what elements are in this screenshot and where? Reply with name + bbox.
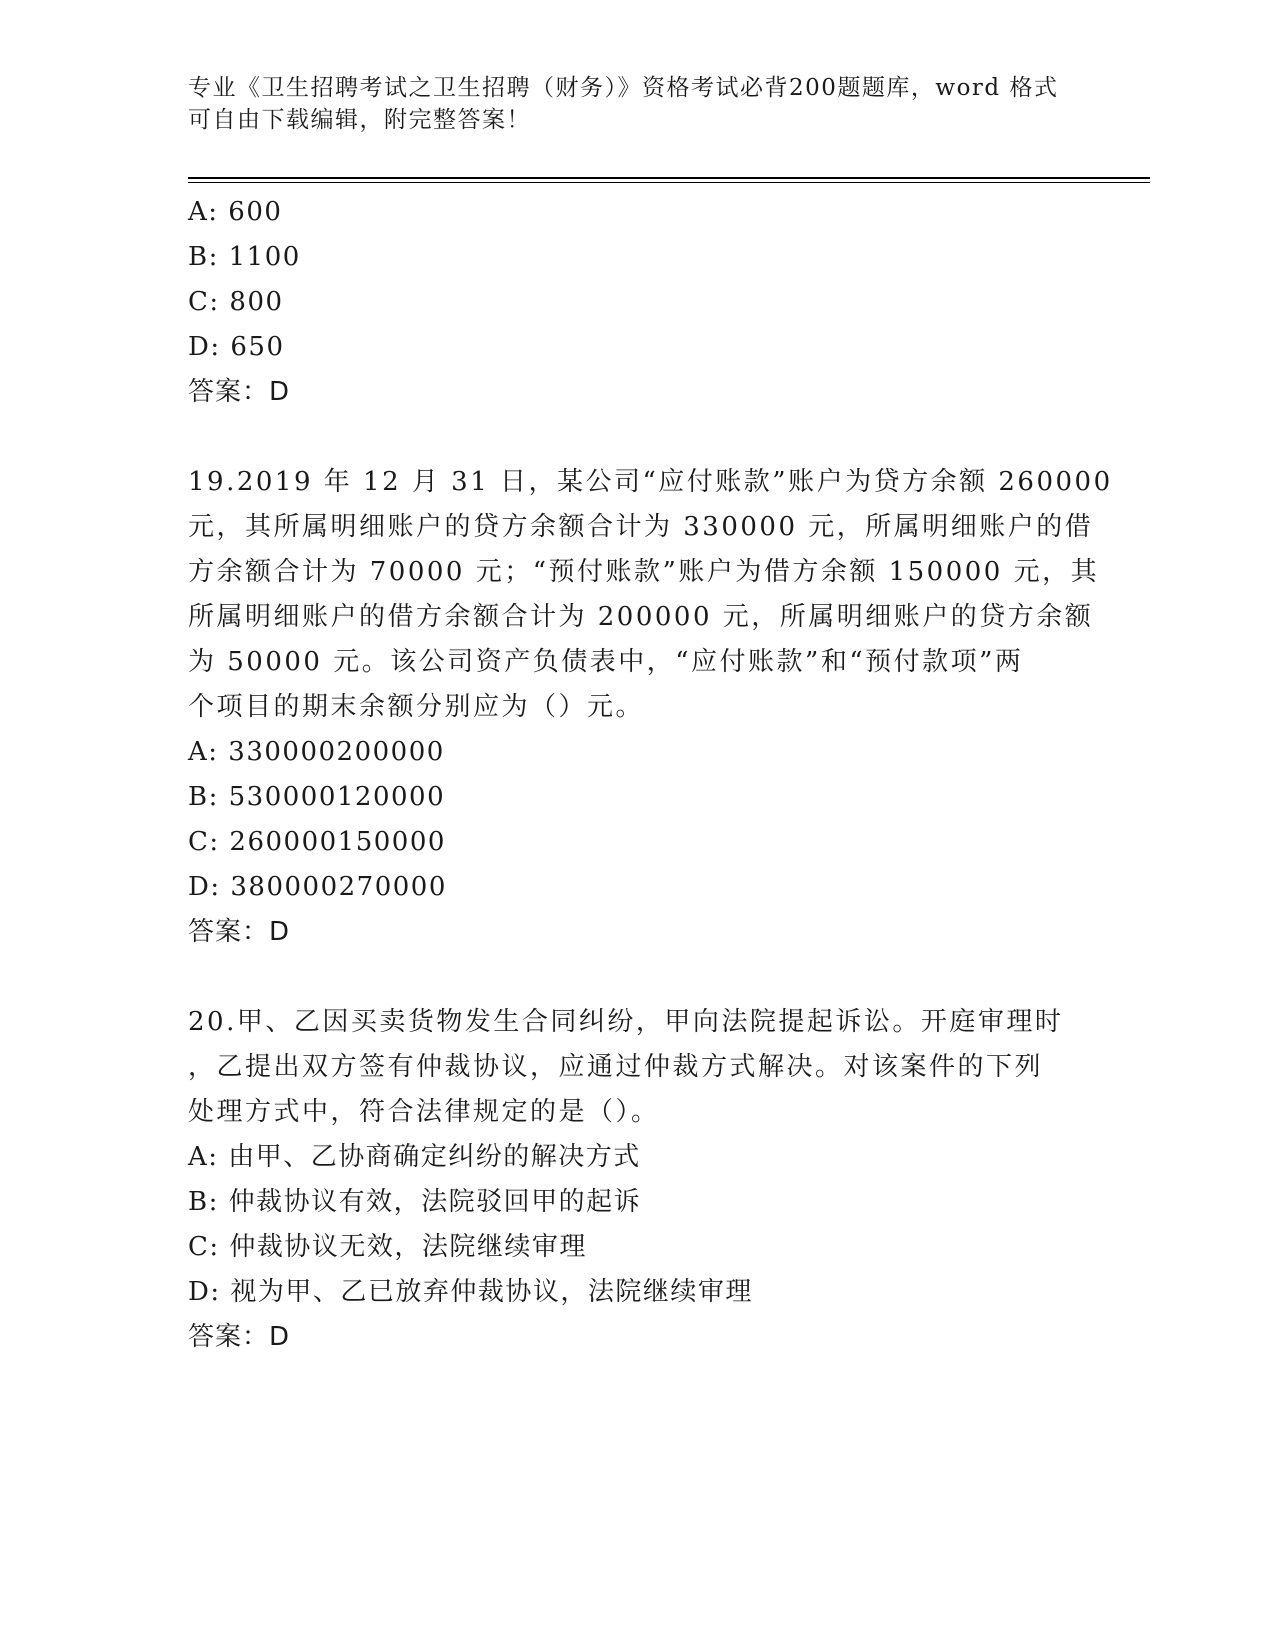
answer-label: 答案：D: [188, 377, 291, 407]
document-header: [188, 72, 1068, 136]
option-b: B: 仲裁协议有效，法院驳回甲的起诉: [188, 1187, 642, 1217]
header-title-line-2: 可自由下载编辑，附完整答案！: [188, 107, 531, 133]
header-title-line-1: 专业《卫生招聘考试之卫生招聘（财务）》资格考试必背200题题库，word 格式: [188, 75, 1059, 101]
option-c: C: 800: [188, 287, 284, 317]
option-d: D: 650: [188, 332, 285, 362]
question-text: [188, 460, 1113, 730]
option-c: C: 仲裁协议无效，法院继续审理: [188, 1232, 587, 1262]
spacer: [188, 415, 1088, 460]
question-text-line: ，乙提出双方签有仲裁协议，应通过仲裁方式解决。对该案件的下列: [188, 1052, 1044, 1082]
option-b: B: 1100: [188, 242, 301, 272]
question-text-line: 为 50000 元。该公司资产负债表中，“应付账款”和“预付款项”两: [188, 647, 1024, 677]
spacer: [188, 955, 1088, 1000]
question-text-line: 方余额合计为 70000 元；“预付账款”账户为借方余额 150000 元，其: [188, 557, 1100, 587]
answer-label: 答案：D: [188, 917, 291, 947]
question-list: [188, 190, 1113, 1360]
option-d: D: 视为甲、乙已放弃仲裁协议，法院继续审理: [188, 1277, 753, 1307]
question-text-line: 个项目的期末余额分别应为（）元。: [188, 692, 645, 722]
header-divider-thin: [188, 182, 1150, 183]
question-18: [188, 190, 1088, 415]
option-d: D: 380000270000: [188, 872, 447, 902]
option-b: B: 530000120000: [188, 782, 446, 812]
option-a: A: 330000200000: [188, 737, 445, 767]
question-text-line: 19.2019 年 12 月 31 日，某公司“应付账款”账户为贷方余额 260000: [188, 467, 1113, 497]
question-text-line: 元，其所属明细账户的贷方余额合计为 330000 元，所属明细账户的借: [188, 512, 1094, 542]
question-20: [188, 1000, 1088, 1360]
answer-label: 答案：D: [188, 1322, 291, 1352]
question-text-line: 所属明细账户的借方余额合计为 200000 元，所属明细账户的贷方余额: [188, 602, 1094, 632]
option-a: A: 由甲、乙协商确定纠纷的解决方式: [188, 1142, 641, 1172]
option-a: A: 600: [188, 197, 283, 227]
question-text-line: 20.甲、乙因买卖货物发生合同纠纷，甲向法院提起诉讼。开庭审理时: [188, 1007, 1064, 1037]
header-divider-thick: [188, 177, 1150, 179]
question-text-line: 处理方式中，符合法律规定的是（）。: [188, 1097, 660, 1127]
question-19: [188, 460, 1113, 955]
option-c: C: 260000150000: [188, 827, 446, 857]
question-text: [188, 1000, 1068, 1135]
